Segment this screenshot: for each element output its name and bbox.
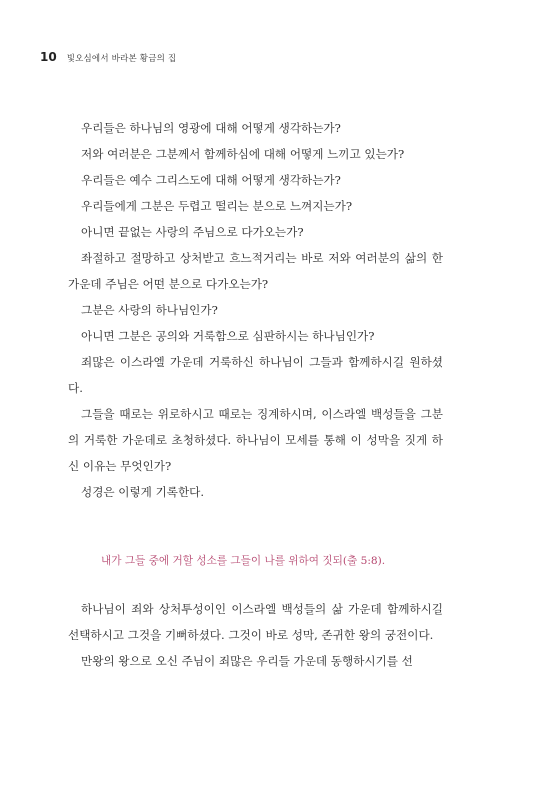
- paragraph: 저와 여러분은 그분께서 함께하심에 대해 어떻게 느끼고 있는가?: [81, 147, 405, 161]
- page-header: [40, 50, 176, 64]
- body-text-continued: [68, 596, 443, 674]
- paragraph: 만왕의 왕으로 오신 주님이 죄많은 우리들 가운데 동행하시기를 선: [81, 654, 413, 668]
- paragraph: 우리들은 예수 그리스도에 대해 어떻게 생각하는가?: [81, 173, 341, 187]
- page-number: 10: [40, 50, 57, 64]
- paragraph: 그분은 사랑의 하나님인가?: [81, 303, 218, 317]
- paragraph: 우리들에게 그분은 두렵고 떨리는 분으로 느껴지는가?: [81, 199, 353, 213]
- paragraph: 성경은 이렇게 기록한다.: [81, 485, 205, 499]
- running-title: 빛오심에서 바라본 황금의 집: [66, 54, 177, 64]
- paragraph: 아니면 끝없는 사랑의 주님으로 다가오는가?: [81, 225, 304, 239]
- paragraph: 그들을 때로는 위로하시고 때로는 징계하시며, 이스라엘 백성들을 그분의 거룩한 가운데로 초청하셨다. 하나님이 모세를 통해 이 성막을 짓게 하신 이유는 무엇인가?: [68, 407, 443, 473]
- body-text: [68, 115, 443, 505]
- paragraph: 우리들은 하나님의 영광에 대해 어떻게 생각하는가?: [81, 121, 341, 135]
- paragraph: 좌절하고 절망하고 상처받고 흐느적거리는 바로 저와 여러분의 삶의 한가운데 주님은 어떤 분으로 다가오는가?: [68, 251, 443, 291]
- paragraph: 하나님이 죄와 상처투성이인 이스라엘 백성들의 삶 가운데 함께하시길 선택하시고 그것을 기뻐하셨다. 그것이 바로 성막, 존귀한 왕의 궁전이다.: [68, 602, 443, 642]
- paragraph: 죄많은 이스라엘 가운데 거룩하신 하나님이 그들과 함께하시길 원하셨다.: [68, 355, 443, 395]
- scripture-quote: 내가 그들 중에 거할 성소를 그들이 나를 위하여 짓되(출 5:8).: [101, 555, 386, 567]
- paragraph: 아니면 그분은 공의와 거룩함으로 심판하시는 하나님인가?: [81, 329, 375, 343]
